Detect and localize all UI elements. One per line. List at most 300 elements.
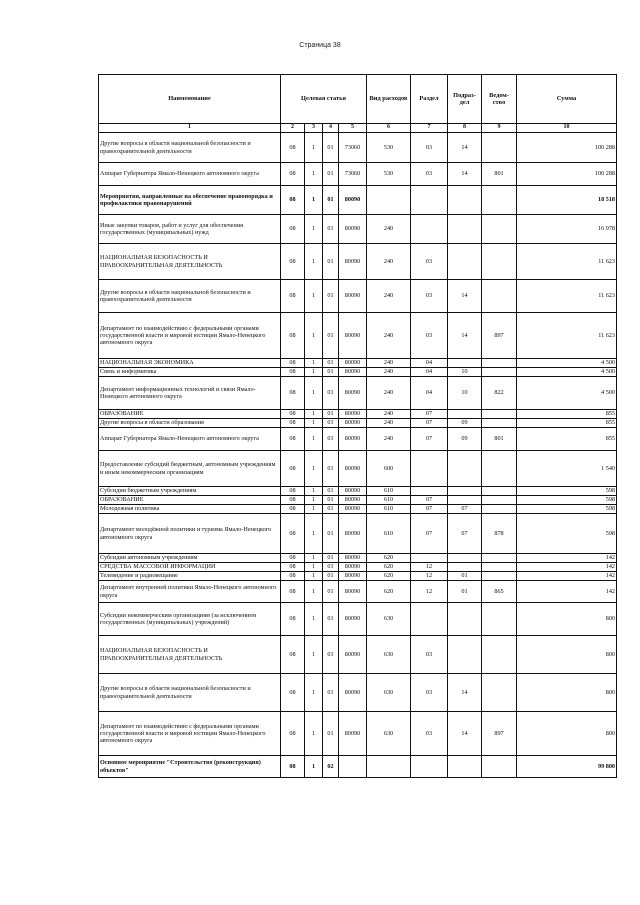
cell-expense-type: 240 bbox=[367, 368, 411, 377]
table-row bbox=[99, 419, 617, 428]
cell-section: 03 bbox=[411, 163, 448, 186]
cell-target-code: 80090 bbox=[339, 487, 367, 496]
cell-subsection bbox=[448, 554, 482, 563]
cell-section: 07 bbox=[411, 514, 448, 554]
cell-department bbox=[482, 554, 517, 563]
cell-target-subprogram: 1 bbox=[305, 581, 323, 603]
cell-section: 07 bbox=[411, 505, 448, 514]
header-amount: Сумма bbox=[517, 75, 617, 124]
cell-target-code: 80090 bbox=[339, 280, 367, 313]
cell-name: Субсидии некоммерческим организациям (за исключением государственных (муниципальных) учреждений) bbox=[99, 603, 281, 636]
cell-expense-type: 610 bbox=[367, 505, 411, 514]
cell-target-event: 01 bbox=[323, 712, 339, 756]
header-expense-type: Вид расходов bbox=[367, 75, 411, 124]
cell-target-event: 01 bbox=[323, 215, 339, 244]
cell-subsection bbox=[448, 215, 482, 244]
cell-target-event: 01 bbox=[323, 163, 339, 186]
cell-target-program: 08 bbox=[281, 487, 305, 496]
table-row bbox=[99, 505, 617, 514]
cell-amount: 11 623 bbox=[517, 313, 617, 359]
cell-subsection bbox=[448, 496, 482, 505]
cell-subsection: 14 bbox=[448, 163, 482, 186]
cell-amount: 598 bbox=[517, 487, 617, 496]
cell-department: 865 bbox=[482, 581, 517, 603]
cell-amount: 99 800 bbox=[517, 756, 617, 778]
cell-amount: 4 500 bbox=[517, 359, 617, 368]
cell-target-event: 01 bbox=[323, 674, 339, 712]
column-number: 10 bbox=[517, 124, 617, 133]
cell-amount: 598 bbox=[517, 514, 617, 554]
cell-target-program: 08 bbox=[281, 496, 305, 505]
cell-target-code: 80090 bbox=[339, 359, 367, 368]
cell-subsection: 07 bbox=[448, 514, 482, 554]
cell-target-code: 73060 bbox=[339, 133, 367, 163]
cell-target-subprogram: 1 bbox=[305, 756, 323, 778]
cell-amount: 100 288 bbox=[517, 133, 617, 163]
cell-section: 12 bbox=[411, 563, 448, 572]
cell-subsection: 10 bbox=[448, 377, 482, 410]
cell-department bbox=[482, 756, 517, 778]
cell-target-program: 08 bbox=[281, 554, 305, 563]
cell-target-event: 01 bbox=[323, 581, 339, 603]
table-row bbox=[99, 674, 617, 712]
cell-target-program: 08 bbox=[281, 428, 305, 451]
cell-target-program: 08 bbox=[281, 410, 305, 419]
cell-target-code: 80090 bbox=[339, 572, 367, 581]
cell-target-event: 01 bbox=[323, 359, 339, 368]
cell-name: Аппарат Губернатора Ямало-Ненецкого автономного округа bbox=[99, 428, 281, 451]
cell-target-code: 80090 bbox=[339, 419, 367, 428]
cell-target-subprogram: 1 bbox=[305, 451, 323, 487]
cell-department bbox=[482, 368, 517, 377]
cell-expense-type: 240 bbox=[367, 377, 411, 410]
cell-amount: 855 bbox=[517, 428, 617, 451]
table-row bbox=[99, 554, 617, 563]
cell-amount: 142 bbox=[517, 581, 617, 603]
table-row bbox=[99, 368, 617, 377]
cell-section: 03 bbox=[411, 674, 448, 712]
cell-target-program: 08 bbox=[281, 313, 305, 359]
cell-target-code: 73060 bbox=[339, 163, 367, 186]
cell-target-event: 01 bbox=[323, 451, 339, 487]
page-title: Страница 38 bbox=[299, 42, 341, 49]
header-department: Ведом-ство bbox=[482, 75, 517, 124]
cell-target-code: 80090 bbox=[339, 712, 367, 756]
table-row bbox=[99, 215, 617, 244]
cell-subsection: 09 bbox=[448, 419, 482, 428]
cell-amount: 11 623 bbox=[517, 280, 617, 313]
cell-expense-type: 620 bbox=[367, 581, 411, 603]
cell-name: Департамент информационных технологий и связи Ямало-Ненецкого автономного округа bbox=[99, 377, 281, 410]
cell-target-subprogram: 1 bbox=[305, 636, 323, 674]
cell-target-code: 80090 bbox=[339, 428, 367, 451]
cell-subsection bbox=[448, 563, 482, 572]
column-number-row bbox=[99, 124, 617, 133]
cell-expense-type: 240 bbox=[367, 410, 411, 419]
cell-target-event: 01 bbox=[323, 496, 339, 505]
cell-amount: 855 bbox=[517, 410, 617, 419]
cell-target-event: 01 bbox=[323, 563, 339, 572]
cell-subsection: 01 bbox=[448, 581, 482, 603]
table-row bbox=[99, 487, 617, 496]
cell-target-program: 08 bbox=[281, 163, 305, 186]
cell-section bbox=[411, 756, 448, 778]
cell-section: 04 bbox=[411, 359, 448, 368]
table-row bbox=[99, 313, 617, 359]
cell-expense-type: 530 bbox=[367, 163, 411, 186]
cell-subsection bbox=[448, 410, 482, 419]
cell-department bbox=[482, 451, 517, 487]
cell-target-code: 80090 bbox=[339, 636, 367, 674]
cell-target-program: 08 bbox=[281, 505, 305, 514]
cell-target-code: 80090 bbox=[339, 215, 367, 244]
table-row bbox=[99, 712, 617, 756]
cell-target-event: 01 bbox=[323, 603, 339, 636]
cell-expense-type: 620 bbox=[367, 554, 411, 563]
cell-department bbox=[482, 244, 517, 280]
cell-subsection bbox=[448, 359, 482, 368]
cell-target-event: 01 bbox=[323, 505, 339, 514]
cell-name: Департамент внутренней политики Ямало-Ненецкого автономного округа bbox=[99, 581, 281, 603]
column-number: 2 bbox=[281, 124, 305, 133]
cell-target-code: 80090 bbox=[339, 244, 367, 280]
cell-department bbox=[482, 215, 517, 244]
cell-target-program: 08 bbox=[281, 451, 305, 487]
cell-amount: 800 bbox=[517, 603, 617, 636]
cell-amount: 800 bbox=[517, 636, 617, 674]
cell-expense-type: 600 bbox=[367, 451, 411, 487]
cell-subsection bbox=[448, 636, 482, 674]
cell-section: 07 bbox=[411, 496, 448, 505]
cell-target-event: 01 bbox=[323, 419, 339, 428]
cell-section: 12 bbox=[411, 572, 448, 581]
cell-expense-type: 240 bbox=[367, 244, 411, 280]
cell-target-code: 80090 bbox=[339, 514, 367, 554]
cell-name: Основное мероприятие "Строительство (реконструкция) объектов" bbox=[99, 756, 281, 778]
cell-department bbox=[482, 280, 517, 313]
cell-section bbox=[411, 603, 448, 636]
table-row bbox=[99, 163, 617, 186]
cell-amount: 800 bbox=[517, 712, 617, 756]
cell-target-program: 08 bbox=[281, 756, 305, 778]
table-header-row bbox=[99, 75, 617, 124]
table-row bbox=[99, 428, 617, 451]
cell-name: Аппарат Губернатора Ямало-Ненецкого автономного округа bbox=[99, 163, 281, 186]
cell-target-event: 01 bbox=[323, 514, 339, 554]
cell-target-program: 08 bbox=[281, 572, 305, 581]
cell-expense-type: 240 bbox=[367, 215, 411, 244]
cell-expense-type bbox=[367, 756, 411, 778]
cell-department bbox=[482, 487, 517, 496]
cell-department bbox=[482, 674, 517, 712]
column-number: 1 bbox=[99, 124, 281, 133]
cell-target-code: 80090 bbox=[339, 603, 367, 636]
cell-subsection bbox=[448, 451, 482, 487]
cell-target-code: 80090 bbox=[339, 505, 367, 514]
cell-target-program: 08 bbox=[281, 636, 305, 674]
cell-target-event: 01 bbox=[323, 487, 339, 496]
cell-subsection: 14 bbox=[448, 280, 482, 313]
cell-amount: 142 bbox=[517, 563, 617, 572]
cell-department bbox=[482, 636, 517, 674]
cell-subsection: 09 bbox=[448, 428, 482, 451]
cell-target-code: 80090 bbox=[339, 368, 367, 377]
cell-target-program: 08 bbox=[281, 674, 305, 712]
cell-target-code: 80090 bbox=[339, 496, 367, 505]
cell-target-event: 01 bbox=[323, 313, 339, 359]
cell-expense-type: 630 bbox=[367, 603, 411, 636]
cell-department bbox=[482, 410, 517, 419]
cell-name: Другие вопросы в области национальной безопасности и правоохранительной деятельности bbox=[99, 674, 281, 712]
cell-section bbox=[411, 215, 448, 244]
cell-amount: 11 623 bbox=[517, 244, 617, 280]
header-section: Раздел bbox=[411, 75, 448, 124]
cell-subsection: 14 bbox=[448, 674, 482, 712]
cell-section: 12 bbox=[411, 581, 448, 603]
cell-name: Другие вопросы в области образования bbox=[99, 419, 281, 428]
cell-expense-type: 610 bbox=[367, 487, 411, 496]
cell-subsection: 01 bbox=[448, 572, 482, 581]
cell-name: Телевидение и радиовещание bbox=[99, 572, 281, 581]
cell-name: Молодежная политика bbox=[99, 505, 281, 514]
header-name: Наименование bbox=[99, 75, 281, 124]
table-row bbox=[99, 572, 617, 581]
cell-subsection: 14 bbox=[448, 133, 482, 163]
cell-expense-type: 620 bbox=[367, 563, 411, 572]
cell-section bbox=[411, 186, 448, 215]
cell-target-subprogram: 1 bbox=[305, 186, 323, 215]
cell-target-code: 80090 bbox=[339, 554, 367, 563]
cell-target-event: 01 bbox=[323, 368, 339, 377]
cell-department: 897 bbox=[482, 313, 517, 359]
cell-department: 878 bbox=[482, 514, 517, 554]
cell-target-event: 01 bbox=[323, 410, 339, 419]
cell-target-program: 08 bbox=[281, 359, 305, 368]
cell-target-subprogram: 1 bbox=[305, 133, 323, 163]
cell-target-subprogram: 1 bbox=[305, 368, 323, 377]
cell-section: 07 bbox=[411, 410, 448, 419]
cell-subsection bbox=[448, 756, 482, 778]
table-row bbox=[99, 377, 617, 410]
cell-department: 801 bbox=[482, 428, 517, 451]
cell-target-subprogram: 1 bbox=[305, 554, 323, 563]
cell-target-code: 80090 bbox=[339, 377, 367, 410]
cell-target-subprogram: 1 bbox=[305, 487, 323, 496]
cell-section: 03 bbox=[411, 133, 448, 163]
cell-name: НАЦИОНАЛЬНАЯ БЕЗОПАСНОСТЬ И ПРАВООХРАНИТЕЛЬНАЯ ДЕЯТЕЛЬНОСТЬ bbox=[99, 244, 281, 280]
cell-section: 03 bbox=[411, 280, 448, 313]
table-row bbox=[99, 496, 617, 505]
cell-section: 03 bbox=[411, 313, 448, 359]
column-number: 9 bbox=[482, 124, 517, 133]
table-row bbox=[99, 410, 617, 419]
cell-section: 07 bbox=[411, 428, 448, 451]
cell-target-subprogram: 1 bbox=[305, 505, 323, 514]
cell-amount: 142 bbox=[517, 554, 617, 563]
cell-target-subprogram: 1 bbox=[305, 280, 323, 313]
cell-section: 03 bbox=[411, 712, 448, 756]
cell-target-program: 08 bbox=[281, 186, 305, 215]
cell-target-event: 01 bbox=[323, 554, 339, 563]
cell-expense-type: 240 bbox=[367, 313, 411, 359]
cell-subsection bbox=[448, 244, 482, 280]
cell-target-program: 08 bbox=[281, 419, 305, 428]
cell-name: Департамент молодёжной политики и туризма Ямало-Ненецкого автономного округа bbox=[99, 514, 281, 554]
cell-department: 801 bbox=[482, 163, 517, 186]
cell-amount: 598 bbox=[517, 505, 617, 514]
cell-target-subprogram: 1 bbox=[305, 244, 323, 280]
cell-target-event: 01 bbox=[323, 133, 339, 163]
column-number: 8 bbox=[448, 124, 482, 133]
cell-expense-type: 630 bbox=[367, 674, 411, 712]
cell-name: НАЦИОНАЛЬНАЯ ЭКОНОМИКА bbox=[99, 359, 281, 368]
cell-target-program: 08 bbox=[281, 603, 305, 636]
cell-name: Департамент по взаимодействию с федеральными органами государственной власти и мировой юстиции Ямало-Ненецкого автономного округа bbox=[99, 712, 281, 756]
header-target: Целевая статья bbox=[281, 75, 367, 124]
cell-expense-type: 240 bbox=[367, 419, 411, 428]
column-number: 7 bbox=[411, 124, 448, 133]
cell-target-code: 80090 bbox=[339, 563, 367, 572]
cell-section: 04 bbox=[411, 368, 448, 377]
cell-target-code: 80090 bbox=[339, 313, 367, 359]
cell-department bbox=[482, 359, 517, 368]
cell-amount: 855 bbox=[517, 419, 617, 428]
cell-target-code: 80090 bbox=[339, 581, 367, 603]
cell-expense-type: 620 bbox=[367, 572, 411, 581]
cell-target-subprogram: 1 bbox=[305, 313, 323, 359]
table-row bbox=[99, 514, 617, 554]
cell-target-code: 80090 bbox=[339, 410, 367, 419]
cell-name: НАЦИОНАЛЬНАЯ БЕЗОПАСНОСТЬ И ПРАВООХРАНИТЕЛЬНАЯ ДЕЯТЕЛЬНОСТЬ bbox=[99, 636, 281, 674]
table-row bbox=[99, 133, 617, 163]
cell-target-event: 01 bbox=[323, 186, 339, 215]
cell-section: 07 bbox=[411, 419, 448, 428]
cell-target-subprogram: 1 bbox=[305, 674, 323, 712]
cell-target-subprogram: 1 bbox=[305, 514, 323, 554]
cell-amount: 142 bbox=[517, 572, 617, 581]
cell-target-code: 80090 bbox=[339, 674, 367, 712]
cell-department bbox=[482, 603, 517, 636]
cell-section: 03 bbox=[411, 244, 448, 280]
cell-section: 03 bbox=[411, 636, 448, 674]
cell-target-event: 01 bbox=[323, 428, 339, 451]
cell-department bbox=[482, 419, 517, 428]
table-row bbox=[99, 280, 617, 313]
cell-subsection bbox=[448, 186, 482, 215]
cell-target-event: 01 bbox=[323, 280, 339, 313]
table-row bbox=[99, 756, 617, 778]
cell-subsection bbox=[448, 487, 482, 496]
cell-target-code bbox=[339, 756, 367, 778]
header-subsection: Подраз-дел bbox=[448, 75, 482, 124]
column-number: 5 bbox=[339, 124, 367, 133]
cell-target-event: 01 bbox=[323, 377, 339, 410]
table-row bbox=[99, 563, 617, 572]
cell-name: ОБРАЗОВАНИЕ bbox=[99, 496, 281, 505]
table-row bbox=[99, 244, 617, 280]
cell-department bbox=[482, 505, 517, 514]
cell-department: 897 bbox=[482, 712, 517, 756]
cell-department bbox=[482, 496, 517, 505]
cell-target-event: 01 bbox=[323, 244, 339, 280]
cell-amount: 18 518 bbox=[517, 186, 617, 215]
cell-subsection bbox=[448, 603, 482, 636]
cell-target-subprogram: 1 bbox=[305, 215, 323, 244]
column-number: 6 bbox=[367, 124, 411, 133]
table-row bbox=[99, 186, 617, 215]
cell-section: 04 bbox=[411, 377, 448, 410]
cell-amount: 4 500 bbox=[517, 377, 617, 410]
cell-expense-type: 630 bbox=[367, 712, 411, 756]
cell-amount: 800 bbox=[517, 674, 617, 712]
table-row bbox=[99, 451, 617, 487]
cell-name: Другие вопросы в области национальной безопасности и правоохранительной деятельности bbox=[99, 133, 281, 163]
cell-target-subprogram: 1 bbox=[305, 163, 323, 186]
cell-expense-type: 530 bbox=[367, 133, 411, 163]
cell-name: Субсидии бюджетным учреждениям bbox=[99, 487, 281, 496]
cell-target-subprogram: 1 bbox=[305, 377, 323, 410]
cell-expense-type: 610 bbox=[367, 514, 411, 554]
cell-name: Связь и информатика bbox=[99, 368, 281, 377]
cell-target-program: 08 bbox=[281, 514, 305, 554]
cell-target-program: 08 bbox=[281, 563, 305, 572]
table-row bbox=[99, 359, 617, 368]
cell-target-subprogram: 1 bbox=[305, 419, 323, 428]
cell-department bbox=[482, 563, 517, 572]
table-row bbox=[99, 581, 617, 603]
cell-section bbox=[411, 487, 448, 496]
cell-expense-type: 240 bbox=[367, 359, 411, 368]
cell-target-event: 02 bbox=[323, 756, 339, 778]
cell-amount: 16 978 bbox=[517, 215, 617, 244]
cell-target-program: 08 bbox=[281, 133, 305, 163]
cell-subsection: 14 bbox=[448, 712, 482, 756]
cell-target-subprogram: 1 bbox=[305, 563, 323, 572]
table-row bbox=[99, 603, 617, 636]
cell-expense-type bbox=[367, 186, 411, 215]
cell-target-program: 08 bbox=[281, 712, 305, 756]
cell-expense-type: 630 bbox=[367, 636, 411, 674]
cell-target-subprogram: 1 bbox=[305, 359, 323, 368]
cell-name: ОБРАЗОВАНИЕ bbox=[99, 410, 281, 419]
cell-section bbox=[411, 554, 448, 563]
cell-expense-type: 240 bbox=[367, 428, 411, 451]
cell-department bbox=[482, 133, 517, 163]
column-number: 4 bbox=[323, 124, 339, 133]
column-number: 3 bbox=[305, 124, 323, 133]
cell-section bbox=[411, 451, 448, 487]
cell-target-program: 08 bbox=[281, 581, 305, 603]
cell-name: Департамент по взаимодействию с федеральными органами государственной власти и мировой юстиции Ямало-Ненецкого автономного округа bbox=[99, 313, 281, 359]
cell-target-code: 80090 bbox=[339, 186, 367, 215]
cell-subsection: 07 bbox=[448, 505, 482, 514]
cell-target-program: 08 bbox=[281, 215, 305, 244]
cell-amount: 1 540 bbox=[517, 451, 617, 487]
cell-target-subprogram: 1 bbox=[305, 428, 323, 451]
cell-department bbox=[482, 572, 517, 581]
cell-target-event: 01 bbox=[323, 572, 339, 581]
cell-target-subprogram: 1 bbox=[305, 603, 323, 636]
cell-target-subprogram: 1 bbox=[305, 410, 323, 419]
budget-table bbox=[98, 74, 617, 778]
cell-target-program: 08 bbox=[281, 368, 305, 377]
cell-expense-type: 610 bbox=[367, 496, 411, 505]
cell-department: 822 bbox=[482, 377, 517, 410]
cell-subsection: 14 bbox=[448, 313, 482, 359]
cell-target-subprogram: 1 bbox=[305, 712, 323, 756]
cell-subsection: 10 bbox=[448, 368, 482, 377]
cell-name: Предоставление субсидий бюджетным, автономным учреждениям и иным некоммерческим организациям bbox=[99, 451, 281, 487]
